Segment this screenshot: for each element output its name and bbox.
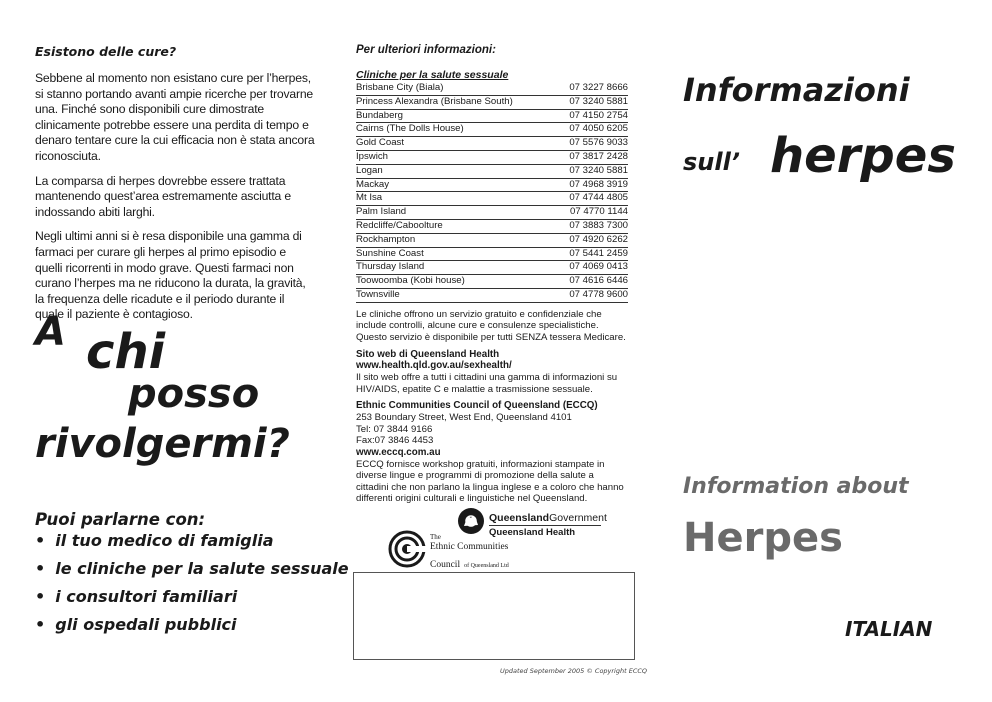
clinic-name: Townsville [356,288,400,300]
clinic-name: Ipswich [356,150,388,162]
clinic-name: Redcliffe/Caboolture [356,219,443,231]
title-herpes-english: Herpes [683,515,843,561]
eccq-heading: Ethnic Communities Council of Queensland (ECCQ) [356,400,598,412]
clinic-phone: 07 4744 4805 [569,192,628,204]
table-row [356,165,628,179]
title-sull: sull’ [683,148,740,176]
clinic-phone: 07 3227 8666 [569,82,628,93]
clinic-phone: 07 4616 6446 [569,275,628,287]
clinic-phone: 07 3240 5881 [569,95,628,107]
cures-paragraph-3: Negli ultimi anni si è resa disponibile una gamma di farmaci per curare gli herpes al primo episodio e quelli ricorrenti in modo grave. Questi farmaci non curano l’herpes ma ne riducono la durata, la gravità, la frequenza delle ricadute e il periodo durante il quale il paziente è contagioso. [35,229,306,322]
eccq-url[interactable]: www.eccq.com.au [356,446,441,458]
big-word-a: A [35,309,66,355]
table-row [356,123,628,137]
clinic-list [356,82,628,303]
table-row [356,275,628,289]
eccq-logo-qld-ltd: of Queensland Ltd [464,563,509,569]
table-row [356,192,628,206]
more-info-heading: Per ulteriori informazioni: [356,44,496,56]
cures-paragraph-2: La comparsa di herpes dovrebbe essere trattata mantenendo quest’area estremamente asciutta e indossando abiti larghi. [35,173,291,219]
table-row [356,179,628,193]
clinics-note: Le cliniche offrono un servizio gratuito e confidenziale che include controlli, alcune cure e consulenze specialistiche. Questo servizio è disponibile per tutti SENZA tessera Medicare. [356,308,626,343]
list-item: • i consultori familiari [35,588,349,616]
talk-list [35,532,349,644]
eccq-logo-the: The [430,533,441,541]
eccq-logo-council: Council [430,560,461,570]
clinic-phone: 07 5576 9033 [569,137,628,149]
clinic-phone: 07 4778 9600 [569,288,628,300]
clinic-phone: 07 5441 2459 [569,247,628,259]
cures-heading: Esistono delle cure? [35,44,177,59]
table-row [356,289,628,303]
web-description: Il sito web offre a tutti i cittadini una gamma di informazioni su HIV/AIDS, epatite C e malattie a trasmissione sessuale. [356,372,618,395]
title-herpes: herpes [770,128,956,184]
clinic-name: Princess Alexandra (Brisbane South) [356,95,513,107]
table-row [356,137,628,151]
eccq-address: 253 Boundary Street, West End, Queensland 4101 [356,412,572,424]
table-row [356,206,628,220]
eccq-tel: Tel: 07 3844 9166 [356,423,433,435]
cures-paragraph-1: Sebbene al momento non esistano cure per l’herpes, si stanno portando avanti ampie ricerche per trovarne una. Finché sono disponibili cure dimostrate clinicamente potrebbe essere una perdita di tempo e denaro tentare cure la cui efficacia non è stata ancora riconosciuta. [35,71,315,163]
clinic-phone: 07 4150 2754 [569,109,628,121]
eccq-description: ECCQ fornisce workshop gratuiti, informazioni stampate in diverse lingue e programmi di promozione della salute a cittadini che non parlano la lingua inglese e a coloro che hanno differenti origini culturali e linguistiche nel Queensland. [356,458,624,505]
clinic-name: Mt Isa [356,192,383,204]
clinic-phone: 07 3817 2428 [569,150,628,162]
clinic-name: Rockhampton [356,233,416,245]
table-row [356,82,628,96]
eccq-spiral-icon [388,530,426,568]
clinic-name: Palm Island [356,206,407,218]
table-row [356,110,628,124]
eccq-logo-ethnic: Ethnic Communities [430,542,509,552]
clinics-heading: Cliniche per la salute sessuale [356,69,509,81]
qld-logo-text-government: Government [549,512,607,524]
clinic-phone: 07 4069 0413 [569,261,628,273]
web-url[interactable]: www.health.qld.gov.au/sexhealth/ [356,360,512,372]
clinic-phone: 07 4920 6262 [569,233,628,245]
clinic-name: Logan [356,164,383,176]
list-item: • il tuo medico di famiglia [35,532,349,560]
big-word-posso: posso [128,371,260,417]
table-row [356,234,628,248]
big-word-chi: chi [86,324,166,380]
title-informazioni: Informazioni [683,71,910,109]
talk-heading: Puoi parlarne con: [35,510,206,529]
table-row [356,220,628,234]
list-item: • gli ospedali pubblici [35,616,349,644]
eccq-logo [388,530,528,570]
table-row [356,261,628,275]
clinic-name: Gold Coast [356,137,404,149]
clinic-phone: 07 4770 1144 [570,206,628,218]
eccq-fax: Fax:07 3846 4453 [356,435,434,447]
clinic-phone: 07 3883 7300 [569,219,628,231]
qld-logo-text-queensland: Queensland [489,512,550,524]
title-information-about: Information about [683,474,909,499]
language-label: ITALIAN [845,617,933,641]
clinic-name: Bundaberg [356,109,403,121]
col-contacts [356,44,628,505]
table-row [356,96,628,110]
clinic-phone: 07 4968 3919 [569,178,628,190]
clinic-name: Brisbane City (Biala) [356,82,444,93]
qld-logo-text-health: Queensland Health [489,527,576,538]
table-row [356,248,628,262]
clinic-phone: 07 3240 5881 [569,164,628,176]
big-word-rivolgermi: rivolgermi? [35,421,290,467]
list-item: • le cliniche per la salute sessuale [35,560,349,588]
clinic-name: Thursday Island [356,261,425,273]
clinic-phone: 07 4050 6205 [569,123,628,135]
col-cures [35,44,315,332]
updated-copyright: Updated September 2005 © Copyright ECCQ [500,667,648,675]
clinic-name: Toowoomba (Kobi house) [356,275,465,287]
web-heading: Sito web di Queensland Health [356,348,500,360]
clinic-name: Sunshine Coast [356,247,424,259]
blank-stamp-box [353,572,635,660]
clinic-name: Mackay [356,178,390,190]
clinic-name: Cairns (The Dolls House) [356,123,464,135]
table-row [356,151,628,165]
